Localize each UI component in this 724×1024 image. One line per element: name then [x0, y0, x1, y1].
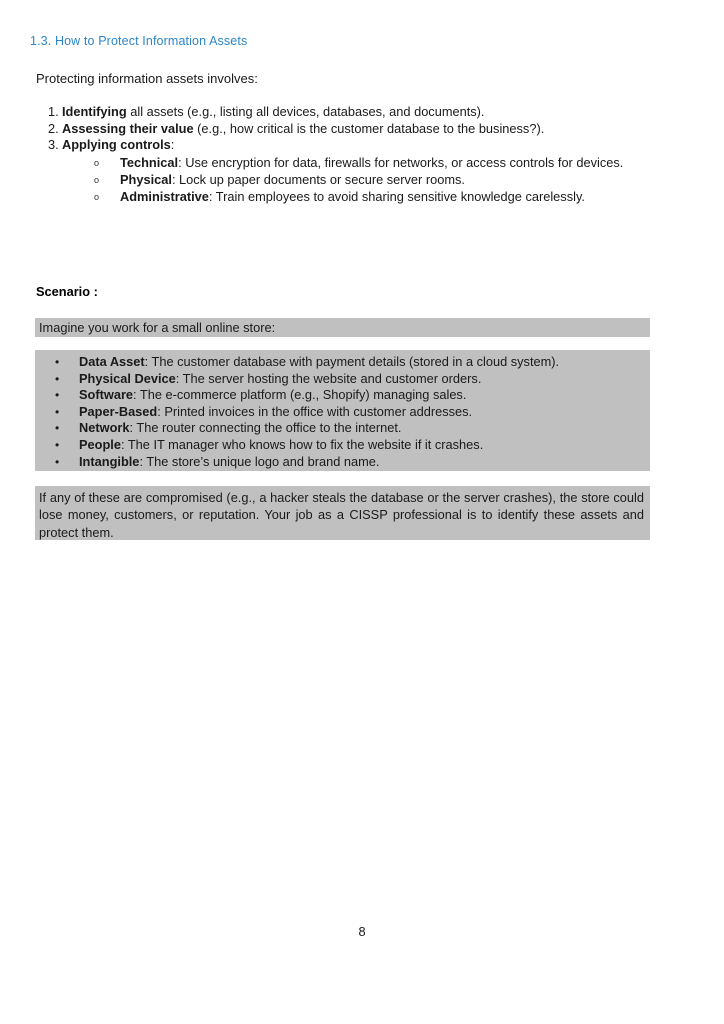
- asset-item-label: Physical Device: [79, 370, 176, 386]
- asset-item-body: : The server hosting the website and customer orders.: [175, 370, 482, 386]
- scenario-intro-box: Imagine you work for a small online store:: [35, 318, 650, 337]
- sublist-item: [36, 189, 666, 206]
- asset-item-label: Data Asset: [79, 354, 145, 369]
- list-marker: 1.: [48, 104, 59, 119]
- sublist-item: [36, 155, 666, 172]
- list-item-label: Assessing their value: [62, 120, 194, 136]
- closing-paragraph-box: If any of these are compromised (e.g., a hacker steals the database or the server crashes), the store could lose money, customers, or reputation. Your job as a CISSP professional is to identify these assets and protect them.: [35, 486, 650, 540]
- sublist-item-label: Physical: [120, 171, 172, 187]
- sublist-item-body: : Lock up paper documents or secure server rooms.: [171, 171, 465, 187]
- asset-list-box: [35, 350, 650, 471]
- page-title: 1.3. How to Protect Information Assets: [30, 34, 248, 48]
- list-item-label: Applying controls: [62, 137, 171, 153]
- page-number: 8: [358, 924, 366, 939]
- sublist-item-body: : Use encryption for data, firewalls for networks, or access controls for devices.: [178, 154, 624, 170]
- list-item: [39, 354, 646, 371]
- list-item-text: [62, 104, 666, 121]
- dot-bullet-icon: •: [55, 355, 60, 369]
- circle-bullet-icon: o: [94, 191, 100, 202]
- asset-item-text: [79, 387, 646, 404]
- asset-item-body: : Printed invoices in the office with customer addresses.: [157, 403, 473, 419]
- scenario-heading: Scenario :: [36, 284, 98, 299]
- list-item: [39, 437, 646, 454]
- dot-bullet-icon: •: [55, 388, 60, 403]
- sublist-item-body: : Train employees to avoid sharing sensitive knowledge carelessly.: [208, 188, 585, 204]
- asset-item-label: Network: [79, 420, 130, 436]
- dot-bullet-icon: •: [55, 454, 60, 469]
- dot-bullet-icon: •: [55, 421, 60, 436]
- sublist-item-text: [120, 189, 666, 206]
- list-item: [39, 371, 646, 388]
- asset-item-text: [79, 354, 646, 371]
- sublist-item-text: [120, 172, 666, 189]
- list-item: [39, 420, 646, 437]
- asset-item-label: Intangible: [79, 453, 140, 469]
- sublist-item-text: [120, 155, 666, 172]
- list-item-text: [62, 121, 666, 138]
- list-item: [36, 104, 666, 121]
- list-marker: 3.: [48, 137, 59, 153]
- list-item-label: Identifying: [62, 104, 127, 119]
- asset-item-text: [79, 437, 646, 454]
- protection-steps-list: [36, 104, 666, 206]
- circle-bullet-icon: o: [94, 157, 100, 168]
- dot-bullet-icon: •: [55, 371, 60, 386]
- asset-item-body: : The customer database with payment details (stored in a cloud system).: [144, 354, 560, 369]
- asset-item-text: [79, 420, 646, 437]
- dot-bullet-icon: •: [55, 437, 60, 452]
- asset-item-body: : The store’s unique logo and brand name.: [139, 453, 380, 469]
- circle-bullet-icon: o: [94, 174, 100, 185]
- asset-item-text: [79, 404, 646, 421]
- list-item: [36, 137, 666, 154]
- asset-item-text: [79, 454, 646, 471]
- list-item: [36, 121, 666, 138]
- asset-item-label: Paper-Based: [79, 403, 158, 419]
- dot-bullet-icon: •: [55, 404, 60, 419]
- asset-item-body: : The e-commerce platform (e.g., Shopify) managing sales.: [133, 387, 467, 403]
- asset-item-label: People: [79, 436, 121, 452]
- asset-item-body: : The router connecting the office to the internet.: [129, 420, 402, 436]
- sublist-item-label: Administrative: [120, 188, 209, 204]
- list-item-text: [62, 137, 666, 154]
- sublist-item-label: Technical: [120, 154, 179, 170]
- list-item: [39, 404, 646, 421]
- list-item-body: :: [170, 137, 175, 153]
- sublist-item: [36, 172, 666, 189]
- list-item: [39, 387, 646, 404]
- asset-item-text: [79, 371, 646, 388]
- list-item-body: (e.g., how critical is the customer database to the business?).: [193, 120, 545, 136]
- asset-item-body: : The IT manager who knows how to fix the website if it crashes.: [120, 436, 484, 452]
- asset-item-label: Software: [79, 387, 134, 403]
- intro-paragraph: Protecting information assets involves:: [36, 71, 258, 86]
- list-item-body: all assets (e.g., listing all devices, databases, and documents).: [126, 104, 485, 119]
- list-marker: 2.: [48, 120, 59, 136]
- controls-sublist: [36, 155, 666, 206]
- list-item: [39, 454, 646, 471]
